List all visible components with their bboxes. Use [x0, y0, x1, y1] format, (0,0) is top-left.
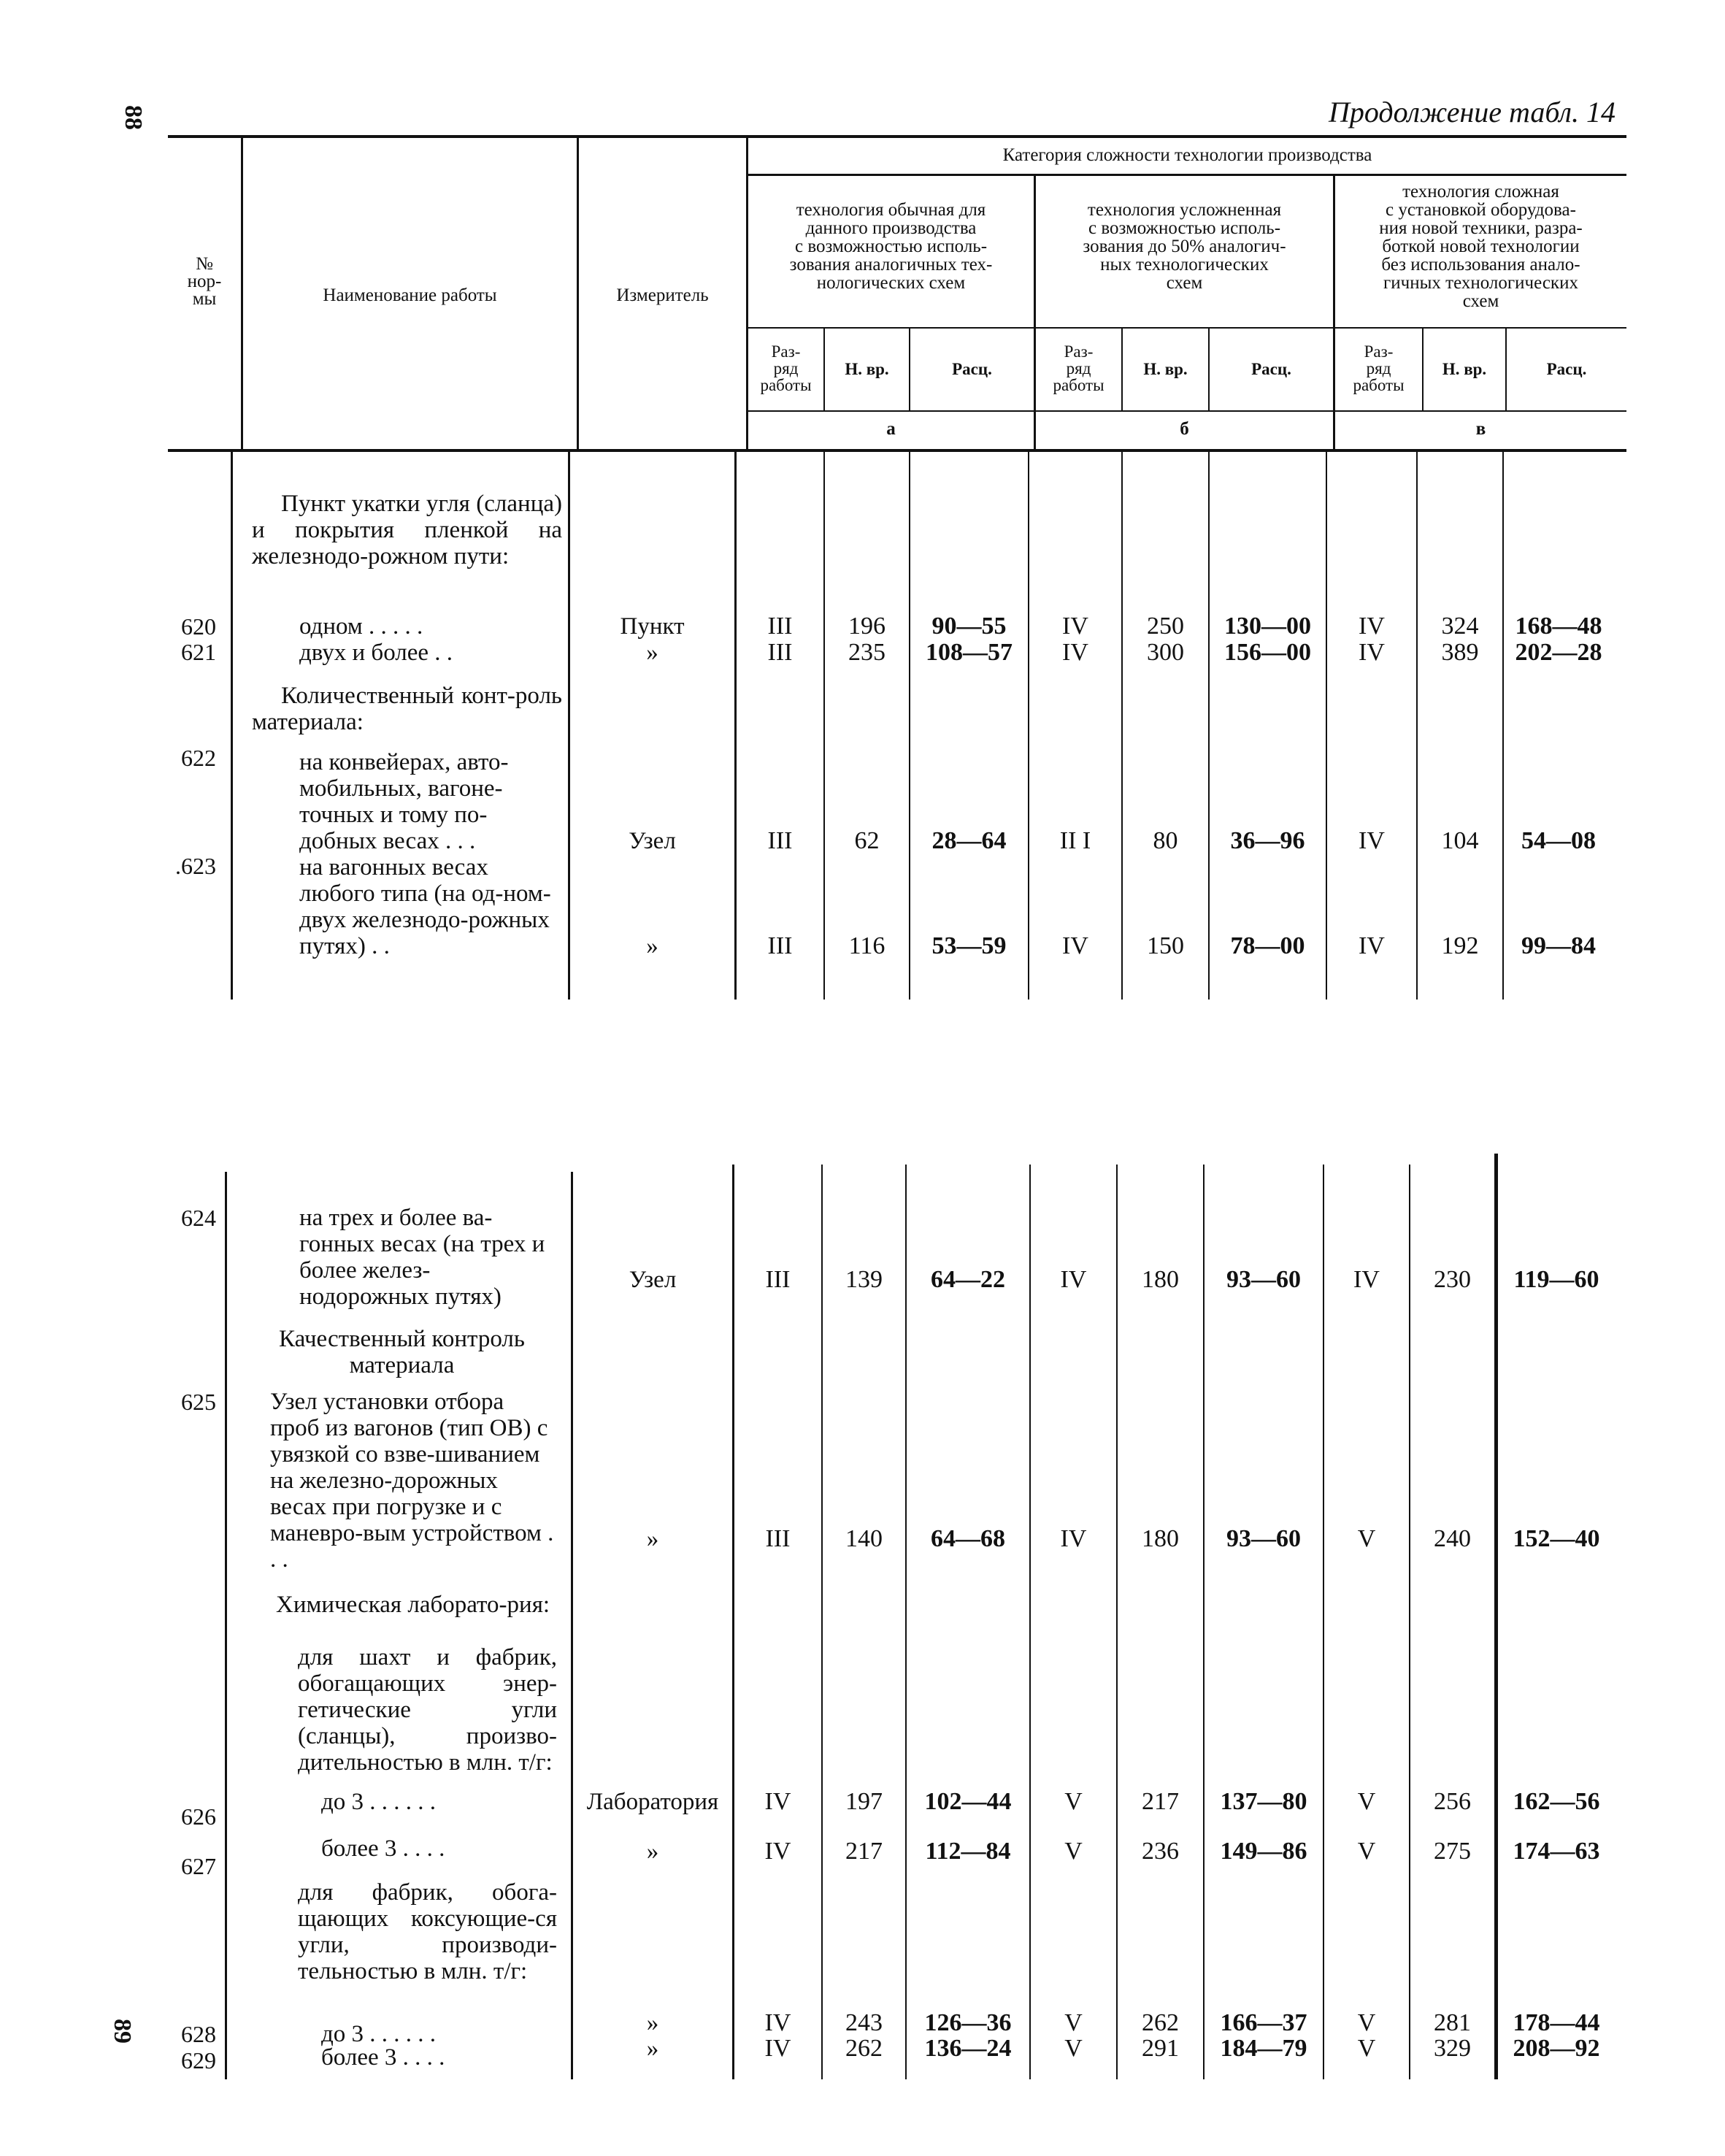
header-group-c: технология сложная с установкой оборудова- ния новой техники, разра- боткой новой технологии без использования анало- гичных технологических схем — [1379, 182, 1583, 311]
row-c-time-cell: 329 — [1434, 2035, 1471, 2062]
row-a-grade-cell: III — [767, 613, 793, 640]
row-c-rate-cell: 119—60 — [1513, 1266, 1599, 1293]
row-a-time-cell: 197 — [845, 1788, 883, 1815]
row-name: Узел установки отбора проб из вагонов (тип ОВ) с увязкой со взве-шиванием на железно-дорожных весах при погрузке и с маневро-вым устройством . . . — [270, 1389, 554, 1573]
row-number: 622 — [181, 745, 216, 771]
row-a-time-cell: 196 — [848, 613, 885, 640]
row-name: до 3 . . . . . . — [321, 2021, 437, 2047]
row-number: 624 — [181, 1205, 216, 1231]
header-grade-b: Раз- ряд работы — [1053, 342, 1104, 394]
header-time-c: Н. вр. — [1442, 360, 1487, 378]
row-a-rate-cell: 28—64 — [931, 827, 1007, 854]
row-b-grade-cell: V — [1064, 2009, 1083, 2036]
row-name: одном . . . . . — [299, 613, 423, 640]
row-c-rate-cell: 152—40 — [1513, 1525, 1600, 1552]
row-a-grade-cell: III — [765, 1266, 791, 1293]
row-unit: » — [646, 1526, 659, 1552]
row-b-rate-cell: 166—37 — [1220, 2009, 1307, 2036]
row-name: двух и более . . — [299, 640, 453, 666]
row-b-rate-cell: 156—00 — [1224, 639, 1311, 666]
header-letter-b: б — [1180, 419, 1189, 439]
header-grade-c: Раз- ряд работы — [1353, 342, 1405, 394]
row-c-grade-cell: V — [1357, 2009, 1376, 2036]
row-b-grade-cell: IV — [1062, 613, 1088, 640]
row-c-time-cell: 256 — [1434, 1788, 1471, 1815]
section-heading: Химическая лаборато-рия: — [276, 1592, 550, 1618]
row-a-rate-cell: 112—84 — [925, 1838, 1011, 1865]
row-a-time-cell: 139 — [845, 1266, 883, 1293]
row-c-time-cell: 230 — [1434, 1266, 1471, 1293]
row-a-time-cell: 235 — [848, 639, 885, 666]
row-b-time-cell: 250 — [1147, 613, 1184, 640]
header-time-b: Н. вр. — [1143, 360, 1188, 378]
row-c-rate-cell: 178—44 — [1513, 2009, 1600, 2036]
header-rate-c: Расц. — [1546, 360, 1587, 378]
row-b-grade-cell: IV — [1060, 1525, 1087, 1552]
header-group-a: технология обычная для данного производства с возможностью исполь- зования аналогичных тех- нологических схем — [789, 200, 993, 293]
row-b-grade-cell: V — [1064, 1838, 1083, 1865]
row-c-grade-cell: IV — [1353, 1266, 1380, 1293]
header-rate-b: Расц. — [1251, 360, 1291, 378]
row-a-rate-cell: 64—22 — [931, 1266, 1005, 1293]
row-c-time-cell: 104 — [1441, 827, 1479, 854]
row-b-grade-cell: IV — [1060, 1266, 1087, 1293]
row-c-rate-cell: 168—48 — [1515, 613, 1602, 640]
row-c-time-cell: 240 — [1434, 1525, 1471, 1552]
row-unit: Узел — [629, 828, 676, 854]
row-a-time-cell: 62 — [854, 827, 880, 854]
row-unit: » — [646, 1838, 659, 1865]
row-number: 626 — [181, 1803, 216, 1830]
section-heading: Качественный контроль материала — [279, 1326, 525, 1378]
row-c-grade-cell: IV — [1359, 932, 1385, 959]
row-b-rate-cell: 149—86 — [1220, 1838, 1307, 1865]
row-b-rate-cell: 184—79 — [1220, 2035, 1307, 2062]
row-b-grade-cell: V — [1064, 1788, 1083, 1815]
section-heading: Пункт укатки угля (сланца) и покрытия пленкой на железнодо-рожном пути: — [252, 491, 562, 569]
header-unit-col: Измеритель — [616, 285, 709, 305]
row-b-time-cell: 180 — [1142, 1266, 1179, 1293]
row-unit: » — [646, 2036, 659, 2062]
row-c-time-cell: 192 — [1441, 932, 1479, 959]
page-number-bottom: 89 — [109, 2019, 136, 2044]
row-name: на вагонных весах любого типа (на од-ном-двух железнодо-рожных путях) . . — [299, 854, 551, 959]
row-c-rate-cell: 208—92 — [1513, 2035, 1600, 2062]
row-b-rate-cell: 93—60 — [1226, 1266, 1301, 1293]
row-a-grade-cell: III — [767, 932, 793, 959]
row-c-grade-cell: V — [1357, 1525, 1376, 1552]
row-number: .623 — [175, 853, 216, 879]
header-grade-a: Раз- ряд работы — [760, 342, 812, 394]
header-num-col: № нор- мы — [187, 254, 222, 309]
row-c-rate-cell: 174—63 — [1513, 1838, 1600, 1865]
row-b-grade-cell: IV — [1062, 932, 1088, 959]
row-a-rate-cell: 53—59 — [931, 932, 1007, 959]
row-c-grade-cell: V — [1357, 2035, 1376, 2062]
row-c-grade-cell: IV — [1359, 827, 1385, 854]
row-number: 621 — [181, 639, 216, 665]
row-a-grade-cell: IV — [764, 1788, 791, 1815]
row-unit: » — [646, 933, 658, 959]
row-c-grade-cell: IV — [1359, 613, 1385, 640]
header-letter-c: в — [1475, 419, 1486, 439]
row-a-grade-cell: IV — [764, 2035, 791, 2062]
row-a-grade-cell: III — [767, 827, 793, 854]
header-name-col: Наименование работы — [323, 285, 497, 305]
row-name: более 3 . . . . — [321, 2044, 445, 2071]
row-number: 625 — [181, 1389, 216, 1415]
page-number-top: 88 — [120, 105, 147, 130]
row-a-time-cell: 140 — [845, 1525, 883, 1552]
row-unit: » — [646, 640, 658, 666]
row-c-time-cell: 324 — [1441, 613, 1479, 640]
row-c-rate-cell: 99—84 — [1521, 932, 1596, 959]
row-c-time-cell: 281 — [1434, 2009, 1471, 2036]
row-number: 628 — [181, 2021, 216, 2047]
row-b-rate-cell: 36—96 — [1230, 827, 1305, 854]
row-c-grade-cell: V — [1357, 1788, 1376, 1815]
row-b-time-cell: 217 — [1142, 1788, 1179, 1815]
row-c-rate-cell: 202—28 — [1515, 639, 1602, 666]
section-heading: для фабрик, обога-щающих коксующие-ся угли, производи-тельностью в млн. т/г: — [298, 1879, 557, 1984]
row-unit: Пункт — [620, 613, 685, 640]
row-a-time-cell: 262 — [845, 2035, 883, 2062]
row-c-time-cell: 275 — [1434, 1838, 1471, 1865]
row-a-grade-cell: III — [767, 639, 793, 666]
header-group-b: технология усложненная с возможностью исполь- зования до 50% аналогич- ных технологических схем — [1083, 200, 1286, 293]
row-b-rate-cell: 137—80 — [1220, 1788, 1307, 1815]
header-rate-a: Расц. — [952, 360, 992, 378]
section-heading: Количественный конт-роль материала: — [252, 683, 562, 735]
row-b-time-cell: 180 — [1142, 1525, 1179, 1552]
row-name: более 3 . . . . — [321, 1835, 445, 1862]
row-unit: Узел — [629, 1267, 677, 1293]
row-c-rate-cell: 162—56 — [1513, 1788, 1600, 1815]
row-a-time-cell: 116 — [848, 932, 885, 959]
row-c-grade-cell: IV — [1359, 639, 1385, 666]
row-name: на конвейерах, авто-мобильных, вагоне-точных и тому по-добных весах . . . — [299, 749, 509, 854]
row-c-rate-cell: 54—08 — [1521, 827, 1596, 854]
row-number: 627 — [181, 1853, 216, 1879]
row-c-grade-cell: V — [1357, 1838, 1376, 1865]
header-time-a: Н. вр. — [845, 360, 889, 378]
row-a-rate-cell: 126—36 — [924, 2009, 1012, 2036]
row-b-time-cell: 262 — [1142, 2009, 1179, 2036]
row-b-grade-cell: IV — [1062, 639, 1088, 666]
row-b-grade-cell: V — [1064, 2035, 1083, 2062]
row-number: 629 — [181, 2047, 216, 2073]
row-a-grade-cell: IV — [764, 1838, 791, 1865]
row-a-rate-cell: 136—24 — [924, 2035, 1012, 2062]
row-name: на трех и более ва-гонных весах (на трех и более желез-нодорожных путях) — [299, 1205, 545, 1310]
header-category-title: Категория сложности технологии производства — [1002, 145, 1372, 165]
row-b-rate-cell: 93—60 — [1226, 1525, 1301, 1552]
row-c-time-cell: 389 — [1441, 639, 1479, 666]
row-a-rate-cell: 108—57 — [926, 639, 1013, 666]
row-b-time-cell: 236 — [1142, 1838, 1179, 1865]
row-name: до 3 . . . . . . — [321, 1789, 437, 1815]
row-number: 620 — [181, 613, 216, 640]
row-b-time-cell: 291 — [1142, 2035, 1179, 2062]
row-a-time-cell: 243 — [845, 2009, 883, 2036]
section-heading: для шахт и фабрик, обогащающих энер-гетические угли (сланцы), произво-дительностью в млн. т/г: — [298, 1644, 557, 1776]
row-unit: » — [646, 2010, 659, 2036]
row-unit: Лаборатория — [586, 1789, 719, 1815]
row-a-grade-cell: III — [765, 1525, 791, 1552]
row-b-time-cell: 80 — [1153, 827, 1178, 854]
header-letter-a: а — [886, 419, 896, 439]
row-b-grade-cell: II I — [1059, 827, 1091, 854]
row-b-rate-cell: 78—00 — [1230, 932, 1305, 959]
row-a-rate-cell: 102—44 — [924, 1788, 1012, 1815]
table-title: Продолжение табл. 14 — [1328, 96, 1615, 128]
row-a-rate-cell: 90—55 — [931, 613, 1007, 640]
row-b-rate-cell: 130—00 — [1224, 613, 1311, 640]
row-a-time-cell: 217 — [845, 1838, 883, 1865]
row-a-rate-cell: 64—68 — [931, 1525, 1005, 1552]
row-b-time-cell: 300 — [1147, 639, 1184, 666]
row-a-grade-cell: IV — [764, 2009, 791, 2036]
row-b-time-cell: 150 — [1147, 932, 1184, 959]
